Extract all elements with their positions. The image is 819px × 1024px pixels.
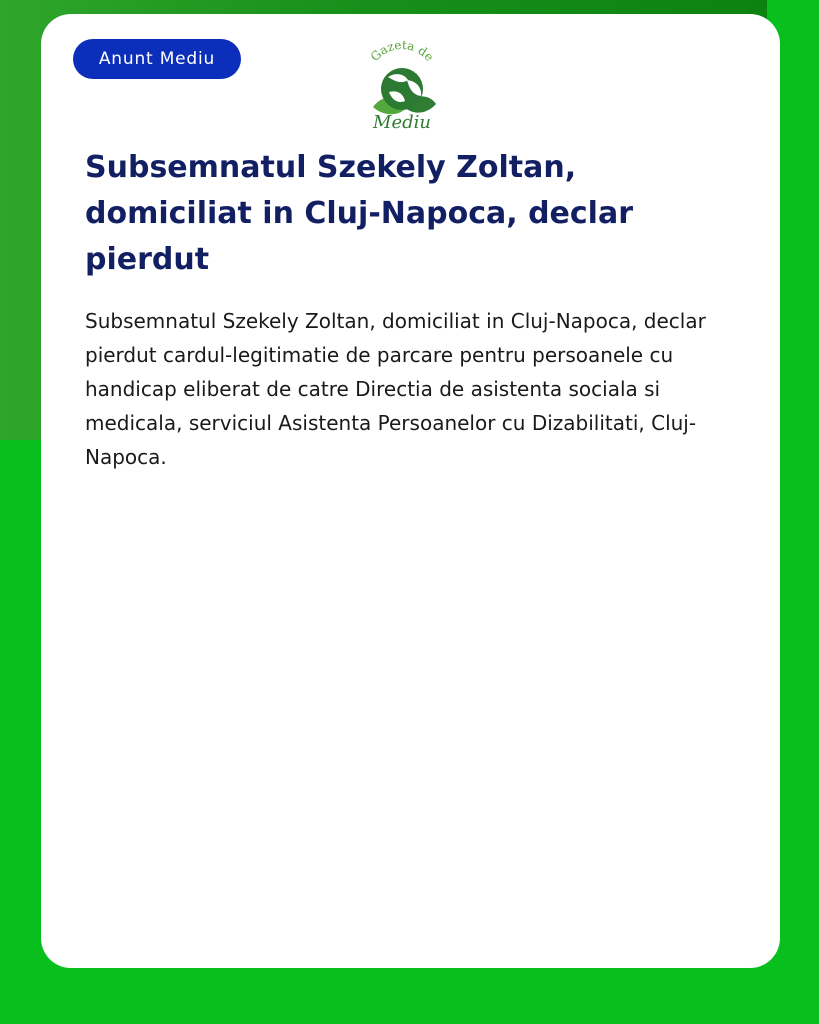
announcement-card [41, 14, 780, 968]
logo-top-text: Gazeta de [367, 37, 437, 65]
announcement-category-badge: Anunt Mediu [73, 39, 241, 79]
announcement-body: Subsemnatul Szekely Zoltan, domiciliat in Cluj-Napoca, declar pierdut cardul-legitimatie de parcare pentru persoanele cu handicap eliberat de catre Directia de asistenta sociala si medicala, serviciul Asistenta Persoanelor cu Dizabilitati, Cluj-Napoca. [85, 309, 706, 469]
globe-leaf-logo-icon [359, 37, 445, 131]
logo-bottom-text: Mediu [373, 112, 431, 131]
announcement-title: Subsemnatul Szekely Zoltan, domiciliat in Cluj-Napoca, declar pierdut [85, 150, 633, 277]
gazeta-de-mediu-logo [359, 37, 445, 131]
